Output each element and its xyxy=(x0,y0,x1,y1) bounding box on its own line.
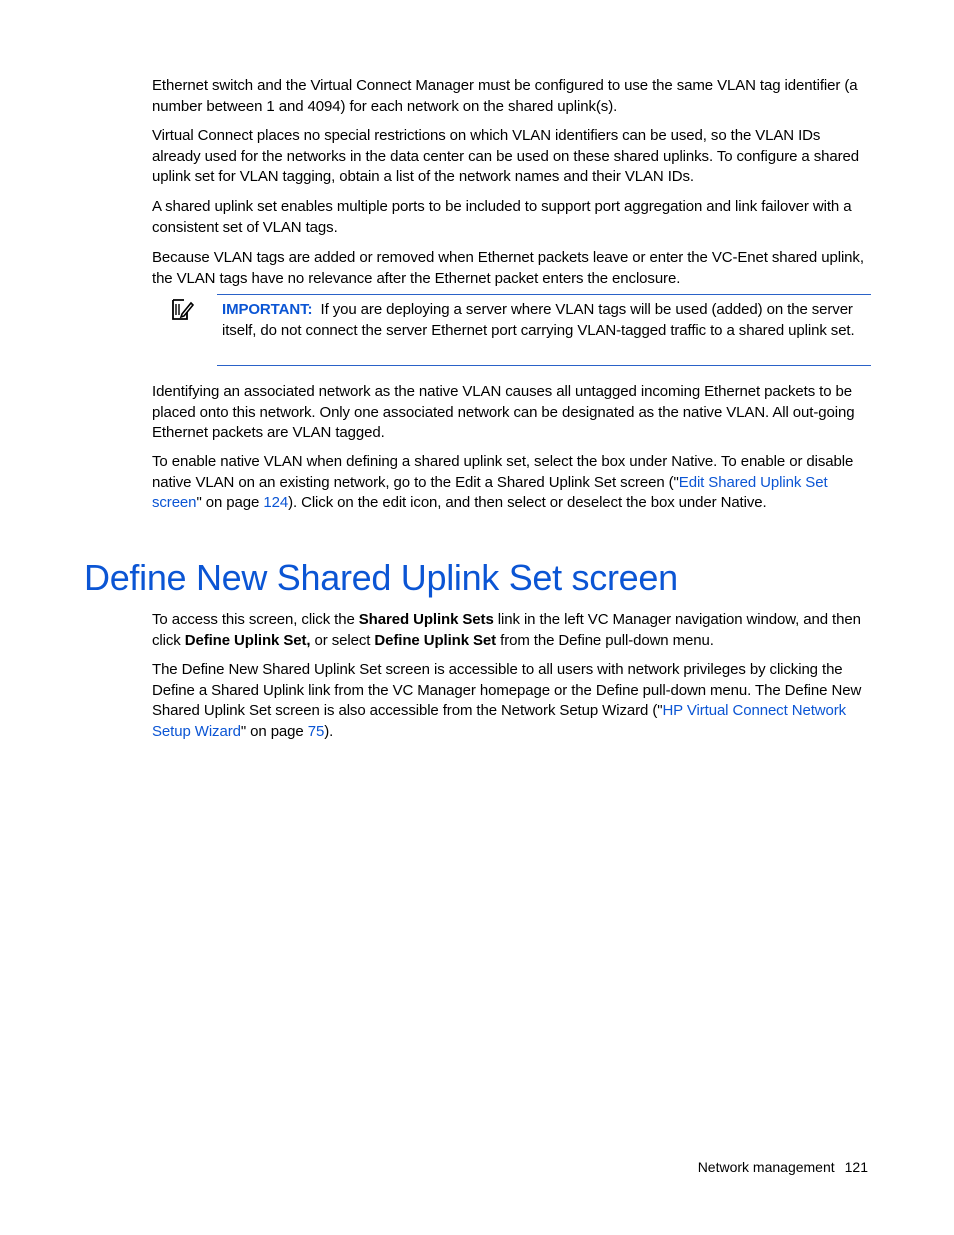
paragraph: A shared uplink set enables multiple ports to be included to support port aggregation and link failover with a consistent set of VLAN tags. xyxy=(152,198,852,236)
paragraph xyxy=(152,660,870,742)
important-note-icon xyxy=(170,298,194,322)
paragraph-text: ). Click on the edit icon, and then select or deselect the box under Native. xyxy=(288,494,767,511)
paragraph: Ethernet switch and the Virtual Connect Manager must be configured to use the same VLAN tag identifier (a number between 1 and 4094) for each network on the shared uplink(s). xyxy=(152,77,858,115)
paragraph-text: ). xyxy=(324,722,334,740)
page-number: 121 xyxy=(844,1159,868,1175)
bold-term: Define Uplink Set xyxy=(374,631,497,649)
paragraph: Because VLAN tags are added or removed when Ethernet packets leave or enter the VC-Enet shared uplink, the VLAN tags have no relevance after the Ethernet packet enters the enclosure. xyxy=(152,249,864,287)
bold-term: Define Uplink Set, xyxy=(184,631,311,649)
network-setup-wizard-link[interactable]: HP Virtual Connect Network Setup Wizard xyxy=(152,702,847,740)
paragraph xyxy=(152,452,870,514)
paragraph-text: To access this screen, click the xyxy=(152,611,359,628)
page-reference-link[interactable]: 124 xyxy=(263,494,289,511)
paragraph-text: To enable native VLAN when defining a shared uplink set, select the box under Native. To enable or disable native VLAN on an existing network, go to the Edit a Shared Uplink Set screen (" xyxy=(152,453,854,491)
paragraph xyxy=(152,610,870,651)
footer-section: Network management xyxy=(697,1159,835,1175)
paragraph: Identifying an associated network as the native VLAN causes all untagged incoming Ethernet packets to be placed onto this network. Only one associated network can be designated as the native VLAN. All out-going Ethernet packets are VLAN tagged. xyxy=(152,383,855,441)
page-reference-link[interactable]: 75 xyxy=(307,722,325,740)
paragraph-text: The Define New Shared Uplink Set screen is accessible to all users with network privileges by clicking the Define a Shared Uplink link from the VC Manager homepage or the Define pull-down menu. The Define New Shared Uplink Set screen is also accessible from the Network Setup Wizard (" xyxy=(152,661,862,719)
edit-shared-uplink-set-link[interactable]: Edit Shared Uplink Set screen xyxy=(152,473,828,511)
page-footer xyxy=(698,1158,868,1176)
bold-term: Shared Uplink Sets xyxy=(358,611,494,628)
paragraph: Virtual Connect places no special restrictions on which VLAN identifiers can be used, so the VLAN IDs already used for the networks in the data center can be used on these shared uplinks. To configure a shared uplink set for VLAN tagging, obtain a list of the network names and their VLAN IDs. xyxy=(152,127,859,185)
paragraph-text: link in the left VC Manager navigation window, and then click xyxy=(152,611,861,649)
note-text xyxy=(222,300,862,341)
paragraph-text: or select xyxy=(310,631,375,649)
important-note xyxy=(217,294,871,366)
paragraph-text: " on page xyxy=(240,722,308,740)
section-heading: Define New Shared Uplink Set screen xyxy=(84,557,678,598)
paragraph-text: from the Define pull-down menu. xyxy=(496,631,714,649)
paragraph-text: " on page xyxy=(196,494,264,511)
note-body: If you are deploying a server where VLAN tags will be used (added) on the server itself, do not connect the server Ethernet port carrying VLAN-tagged traffic to a shared uplink set. xyxy=(222,301,855,339)
note-label: IMPORTANT: xyxy=(222,301,313,318)
